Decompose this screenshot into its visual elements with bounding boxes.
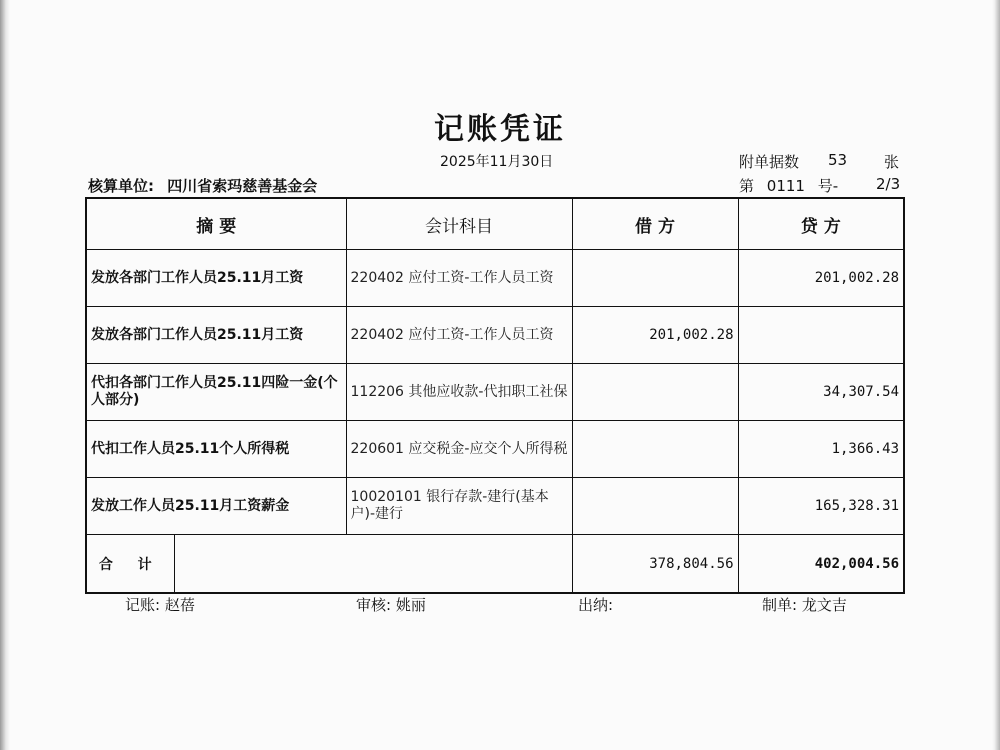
total-blank-cell [174, 535, 572, 594]
row-credit: 201,002.28 [738, 250, 904, 307]
account-header: 会计科目 [346, 198, 572, 250]
table-row [86, 250, 904, 307]
attachment-count: 53 [828, 151, 848, 169]
preparer-signature [762, 594, 847, 615]
total-row [86, 535, 904, 594]
attachment-unit: 张 [884, 153, 900, 171]
bookkeeper-label: 记账: [125, 596, 161, 614]
table-row [86, 421, 904, 478]
auditor-signature [356, 594, 426, 615]
preparer-label: 制单: [762, 596, 798, 614]
row-account: 112206 其他应收款-代扣职工社保 [346, 364, 572, 421]
voucher-title: 记账凭证 [434, 112, 566, 147]
accounting-unit-label: 核算单位: [88, 177, 154, 195]
auditor-name: 姚丽 [395, 596, 426, 614]
table-header-row [86, 198, 904, 250]
bookkeeper-signature [125, 594, 195, 615]
credit-header: 贷 方 [738, 198, 904, 250]
voucher-page: 2/3 [876, 175, 901, 193]
row-debit [572, 250, 738, 307]
row-credit [738, 307, 904, 364]
debit-header: 借 方 [572, 198, 738, 250]
accounting-unit [88, 175, 325, 196]
voucher-table [85, 197, 905, 594]
voucher-number-prefix: 第 [739, 177, 755, 195]
cashier-label: 出纳: [578, 596, 614, 614]
total-debit: 378,804.56 [572, 535, 738, 594]
table-row [86, 307, 904, 364]
voucher-number [739, 175, 846, 196]
voucher-number-suffix: 号- [817, 177, 839, 195]
bookkeeper-name: 赵蓓 [164, 596, 195, 614]
row-debit: 201,002.28 [572, 307, 738, 364]
cashier-signature [578, 594, 613, 615]
voucher-number-value: 0111 [766, 177, 805, 195]
row-credit: 165,328.31 [738, 478, 904, 535]
total-credit: 402,004.56 [738, 535, 904, 594]
row-summary: 发放各部门工作人员25.11月工资 [86, 307, 346, 364]
row-summary: 发放各部门工作人员25.11月工资 [86, 250, 346, 307]
auditor-label: 审核: [356, 596, 392, 614]
row-account: 220402 应付工资-工作人员工资 [346, 250, 572, 307]
row-credit: 34,307.54 [738, 364, 904, 421]
row-summary: 代扣工作人员25.11个人所得税 [86, 421, 346, 478]
row-debit [572, 478, 738, 535]
attachment-label: 附单据数 [739, 153, 800, 171]
preparer-name: 龙文吉 [801, 596, 847, 614]
row-debit [572, 421, 738, 478]
row-credit: 1,366.43 [738, 421, 904, 478]
summary-header: 摘 要 [86, 198, 346, 250]
row-debit [572, 364, 738, 421]
row-account: 10020101 银行存款-建行(基本户)-建行 [346, 478, 572, 535]
total-label: 合 计 [86, 535, 174, 594]
row-account: 220601 应交税金-应交个人所得税 [346, 421, 572, 478]
row-summary: 发放工作人员25.11月工资薪金 [86, 478, 346, 535]
row-account: 220402 应付工资-工作人员工资 [346, 307, 572, 364]
table-row [86, 478, 904, 535]
accounting-unit-name: 四川省索玛慈善基金会 [167, 177, 318, 195]
row-summary: 代扣各部门工作人员25.11四险一金(个人部分) [86, 364, 346, 421]
table-row [86, 364, 904, 421]
voucher-date: 2025年11月30日 [440, 154, 554, 170]
